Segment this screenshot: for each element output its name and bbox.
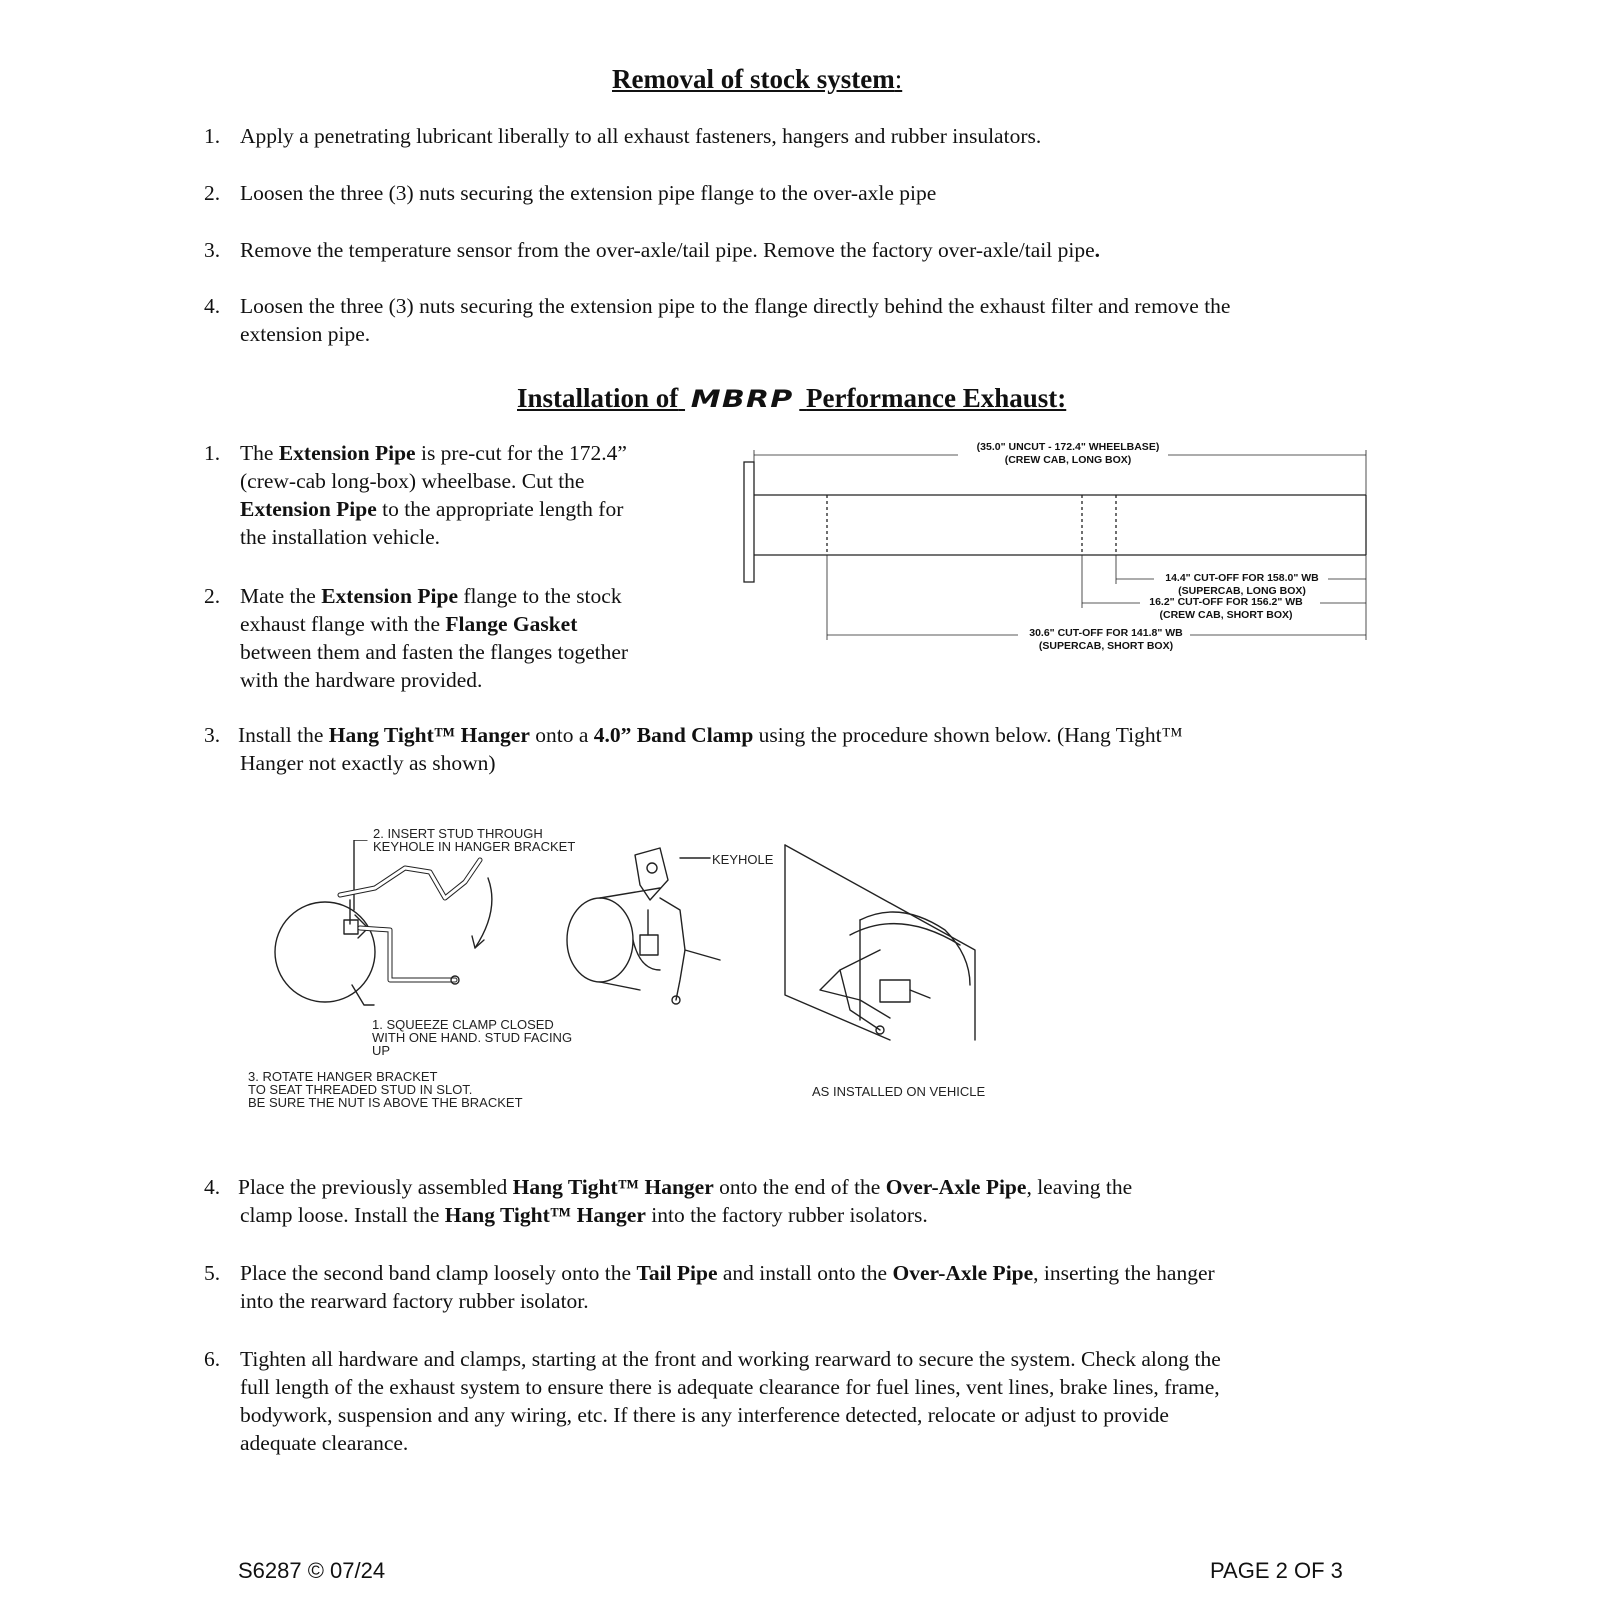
keyhole-caption: KEYHOLE <box>712 852 774 867</box>
hanger-assembly-diagram <box>240 840 1020 1100</box>
removal-heading: Removal of stock system: <box>612 64 903 94</box>
footer-page-number: PAGE 2 OF 3 <box>1210 1558 1343 1583</box>
hanger-step3-caption: 3. ROTATE HANGER BRACKET TO SEAT THREADED STUD IN SLOT. BE SURE THE NUT IS ABOVE THE BRACKET <box>248 1069 523 1110</box>
cutoff-30-label: 30.6" CUT-OFF FOR 141.8" WB (SUPERCAB, SHORT BOX) <box>1029 627 1183 652</box>
cutoff-14-label: 14.4" CUT-OFF FOR 158.0" WB (SUPERCAB, LONG BOX) <box>1165 572 1319 597</box>
installed-caption: AS INSTALLED ON VEHICLE <box>812 1084 986 1099</box>
mbrp-logo: MBRP <box>690 385 794 413</box>
uncut-dimension-label: (35.0" UNCUT - 172.4" WHEELBASE) (CREW CAB, LONG BOX) <box>976 441 1160 466</box>
pipe-flange <box>744 462 754 582</box>
hanger-step1-caption: 1. SQUEEZE CLAMP CLOSED WITH ONE HAND. STUD FACING UP <box>372 1017 573 1058</box>
install-heading: Installation of MBRP Performance Exhaust: <box>517 383 1067 413</box>
band-clamp-circle <box>275 902 375 1002</box>
cutoff-16-label: 16.2" CUT-OFF FOR 156.2" WB (CREW CAB, SHORT BOX) <box>1149 596 1303 621</box>
footer-doc-id: S6287 © 07/24 <box>238 1558 386 1583</box>
hanger-step2-caption: 2. INSERT STUD THROUGH KEYHOLE IN HANGER BRACKET <box>373 826 576 854</box>
